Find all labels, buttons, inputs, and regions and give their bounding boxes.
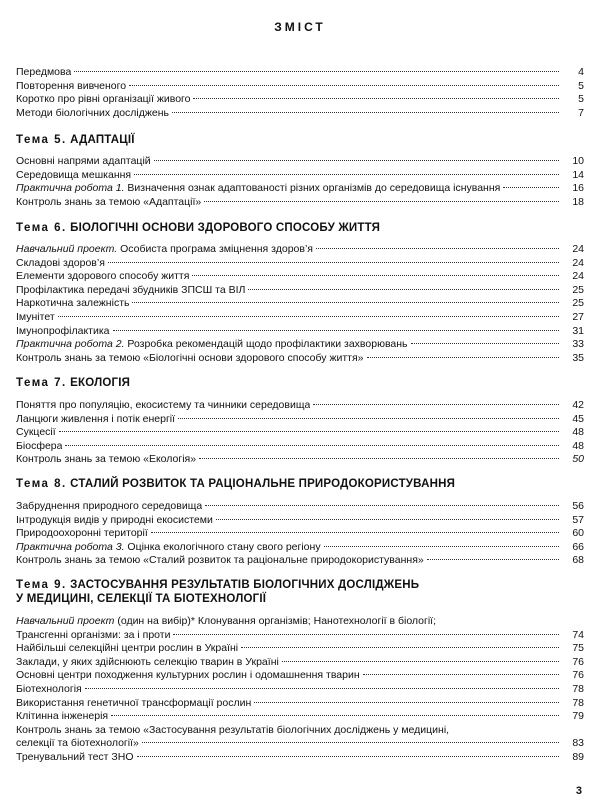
leader-dots: [178, 418, 559, 419]
leader-dots: [204, 201, 559, 202]
section-heading: Тема 9. ЗАСТОСУВАННЯ РЕЗУЛЬТАТІВ БІОЛОГІЧНИХ ДОСЛІДЖЕНЬ: [16, 579, 420, 591]
toc-section-9: [16, 578, 584, 765]
leader-dots: [74, 71, 559, 72]
leader-dots: [173, 634, 559, 635]
leader-dots: [111, 715, 559, 716]
toc-entry[interactable]: Основні напрями адаптацій 10: [16, 155, 584, 167]
leader-dots: [151, 532, 559, 533]
toc-entry[interactable]: Практична робота 1. Визначення ознак адаптованості різних організмів до середовища існування 16: [16, 182, 584, 195]
leader-dots: [192, 275, 559, 276]
toc-entry[interactable]: Сукцесії 48: [16, 426, 584, 439]
leader-dots: [193, 98, 559, 99]
toc-entry[interactable]: Контроль знань за темою «Адаптації» 18: [16, 195, 584, 208]
toc-entry[interactable]: Поняття про популяцію, екосистему та чинники середовища 42: [16, 399, 584, 411]
toc-entry[interactable]: Передмова 4: [16, 66, 584, 78]
leader-dots: [65, 445, 559, 446]
toc-section-6: [16, 221, 584, 365]
toc-entry[interactable]: Контроль знань за темою «Сталий розвиток та раціональне природокористування» 68: [16, 554, 584, 567]
leader-dots: [132, 302, 559, 303]
leader-dots: [59, 431, 559, 432]
toc-intro: [16, 66, 584, 120]
leader-dots: [363, 674, 559, 675]
toc-section-7: [16, 376, 584, 467]
toc-entry[interactable]: Практична робота 2. Розробка рекомендацій щодо профілактики захворювань 33: [16, 338, 584, 351]
toc-entry[interactable]: Контроль знань за темою «Екологія» 50: [16, 453, 584, 466]
section-heading: Тема 8. СТАЛИЙ РОЗВИТОК ТА РАЦІОНАЛЬНЕ ПРИРОДОКОРИСТУВАННЯ: [16, 478, 456, 490]
toc-entry[interactable]: Контроль знань за темою «Біологічні основи здорового способу життя» 35: [16, 351, 584, 364]
leader-dots: [503, 187, 559, 188]
toc-entry[interactable]: Імунопрофілактика 31: [16, 324, 584, 337]
toc-entry[interactable]: Тренувальний тест ЗНО 89: [16, 750, 584, 763]
leader-dots: [316, 248, 559, 249]
leader-dots: [248, 289, 559, 290]
leader-dots: [199, 458, 559, 459]
section-heading: Тема 6. БІОЛОГІЧНІ ОСНОВИ ЗДОРОВОГО СПОСОБУ ЖИТТЯ: [16, 222, 381, 234]
leader-dots: [282, 661, 559, 662]
leader-dots: [367, 357, 560, 358]
toc-entry[interactable]: Природоохоронні території 60: [16, 527, 584, 540]
toc-entry[interactable]: Заклади, у яких здійснюють селекцію тварин в Україні 76: [16, 655, 584, 668]
leader-dots: [254, 702, 559, 703]
project-line: Навчальний проект (один на вибір)* Клонування організмів; Нанотехнології в біології;: [16, 615, 437, 627]
leader-dots: [216, 519, 559, 520]
leader-dots: [154, 160, 559, 161]
leader-dots: [205, 505, 559, 506]
leader-dots: [58, 316, 559, 317]
page-title: ЗМІСТ: [274, 20, 326, 34]
toc-entry[interactable]: Елементи здорового способу життя 24: [16, 270, 584, 283]
toc-entry[interactable]: Основні центри походження культурних рослин і одомашнення тварин 76: [16, 669, 584, 682]
toc-entry[interactable]: Біотехнологія 78: [16, 682, 584, 695]
page-number: 3: [575, 785, 582, 797]
toc-entry[interactable]: Середовища мешкання 14: [16, 168, 584, 181]
leader-dots: [142, 742, 559, 743]
leader-dots: [313, 404, 559, 405]
leader-dots: [129, 85, 559, 86]
toc-entry[interactable]: Біосфера 48: [16, 439, 584, 452]
toc-entry[interactable]: Імунітет 27: [16, 310, 584, 323]
toc-section-5: [16, 133, 584, 209]
toc-entry[interactable]: Профілактика передачі збудників ЗПСШ та ВІЛ 25: [16, 283, 584, 296]
toc-entry[interactable]: Забруднення природного середовища 56: [16, 500, 584, 512]
toc-entry[interactable]: Наркотична залежність 25: [16, 297, 584, 310]
leader-dots: [108, 262, 559, 263]
leader-dots: [85, 688, 559, 689]
toc-entry[interactable]: Повторення вивченого 5: [16, 79, 584, 92]
toc-entry[interactable]: Практична робота 3. Оцінка екологічного стану свого регіону 66: [16, 540, 584, 553]
section-heading: Тема 7. ЕКОЛОГІЯ: [16, 377, 131, 389]
toc-entry[interactable]: Ланцюги живлення і потік енергії 45: [16, 412, 584, 425]
leader-dots: [324, 546, 559, 547]
leader-dots: [172, 112, 559, 113]
toc-entry[interactable]: Використання генетичної трансформації рослин 78: [16, 696, 584, 709]
toc-entry[interactable]: Навчальний проект. Особиста програма зміцнення здоров’я 24: [16, 243, 584, 255]
toc-entry[interactable]: Найбільші селекційні центри рослин в Україні 75: [16, 642, 584, 655]
toc-entry[interactable]: Інтродукція видів у природні екосистеми 57: [16, 513, 584, 526]
leader-dots: [241, 647, 559, 648]
leader-dots: [137, 756, 560, 757]
toc-entry[interactable]: Складові здоров’я 24: [16, 256, 584, 269]
leader-dots: [113, 330, 560, 331]
toc-entry[interactable]: Методи біологічних досліджень 7: [16, 106, 584, 119]
toc-entry-line1[interactable]: Контроль знань за темою «Застосування результатів біологічних досліджень у медицині,: [16, 723, 450, 736]
section-heading: Тема 5. АДАПТАЦІЇ: [16, 134, 135, 146]
toc-entry[interactable]: Коротко про рівні організації живого 5: [16, 93, 584, 106]
toc-section-8: [16, 477, 584, 568]
leader-dots: [427, 559, 559, 560]
section-heading-continued: У МЕДИЦИНІ, СЕЛЕКЦІЇ ТА БІОТЕХНОЛОГІЇ: [16, 593, 267, 605]
leader-dots: [411, 343, 559, 344]
toc-entry[interactable]: Трансгенні організми: за і проти 74: [16, 628, 584, 641]
leader-dots: [134, 174, 559, 175]
toc-entry[interactable]: Клітинна інженерія 79: [16, 710, 584, 723]
toc-entry[interactable]: селекції та біотехнології» 83: [16, 737, 584, 750]
